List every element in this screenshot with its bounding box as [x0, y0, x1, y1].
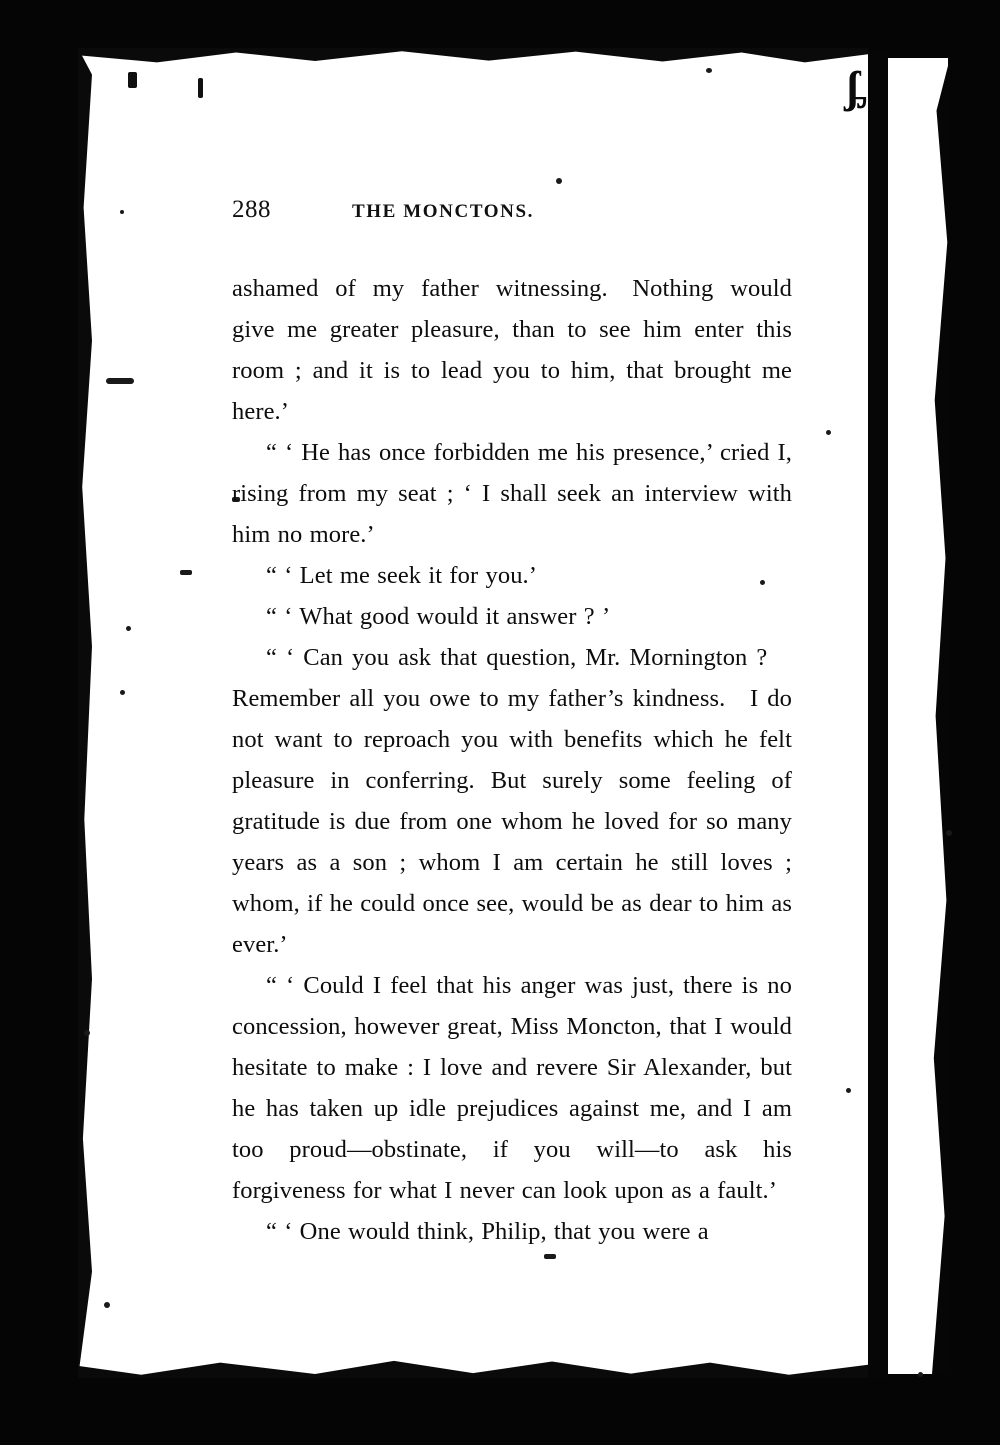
scan-speck: [918, 1372, 923, 1377]
body-paragraph: “ ‘ One would think, Philip, that you were a: [266, 1218, 709, 1245]
body-paragraph: “ ‘ Can you ask that question, Mr. Mornington ? Remember all you owe to my father’s kindness. I do not want to reproach you with benefits which he felt pleasure in conferring. But surely some feeling of gratitude is due from one whom he loved for so many years as a son ; whom I am certain he still loves ; whom, if he could once see, would be as dear to him as ever.’: [232, 644, 792, 958]
scan-speck: [126, 626, 131, 631]
scan-speck: [826, 430, 831, 435]
scan-speck: [946, 830, 952, 836]
scan-speck: [198, 78, 203, 98]
scan-speck: [556, 178, 562, 184]
body-paragraph: “ ‘ Let me seek it for you.’: [266, 562, 538, 589]
scan-speck: [120, 210, 124, 214]
body-paragraph: “ ‘ What good would it answer ? ’: [266, 603, 611, 630]
scan-speck: [544, 1254, 556, 1259]
body-paragraph: ashamed of my father witnessing. Nothing would give me greater pleasure, than to see him enter this room ; and it is to lead you to him, that brought me here.’: [232, 275, 792, 425]
scan-speck: [84, 1030, 90, 1036]
book-gutter: [868, 52, 888, 1378]
scan-speck: [180, 570, 192, 575]
body-paragraph: “ ‘ Could I feel that his anger was just, there is no concession, however great, Miss Moncton, that I would hesitate to make : I love and revere Sir Alexander, but he has taken up idle prejudices against me, and I am too proud—obstinate, if you will—to ask his forgiveness for what I never can look upon as a fault.’: [232, 972, 792, 1204]
body-paragraph: “ ‘ He has once forbidden me his presence,’ cried I, rising from my seat ; ‘ I shall seek an interview with him no more.’: [232, 439, 792, 548]
handwritten-margin-mark: ᶋ: [846, 63, 867, 112]
page-folio-number: 288: [232, 196, 271, 223]
page-text-column: [232, 196, 792, 1252]
running-title: THE MONCTONS.: [352, 201, 534, 222]
scan-speck: [106, 378, 134, 384]
scan-speck: [128, 72, 137, 88]
scan-speck: [706, 68, 712, 73]
scan-speck: [120, 690, 125, 695]
scan-speck: [846, 1088, 851, 1093]
page-header: [232, 196, 792, 224]
scan-speck: [104, 1302, 110, 1308]
